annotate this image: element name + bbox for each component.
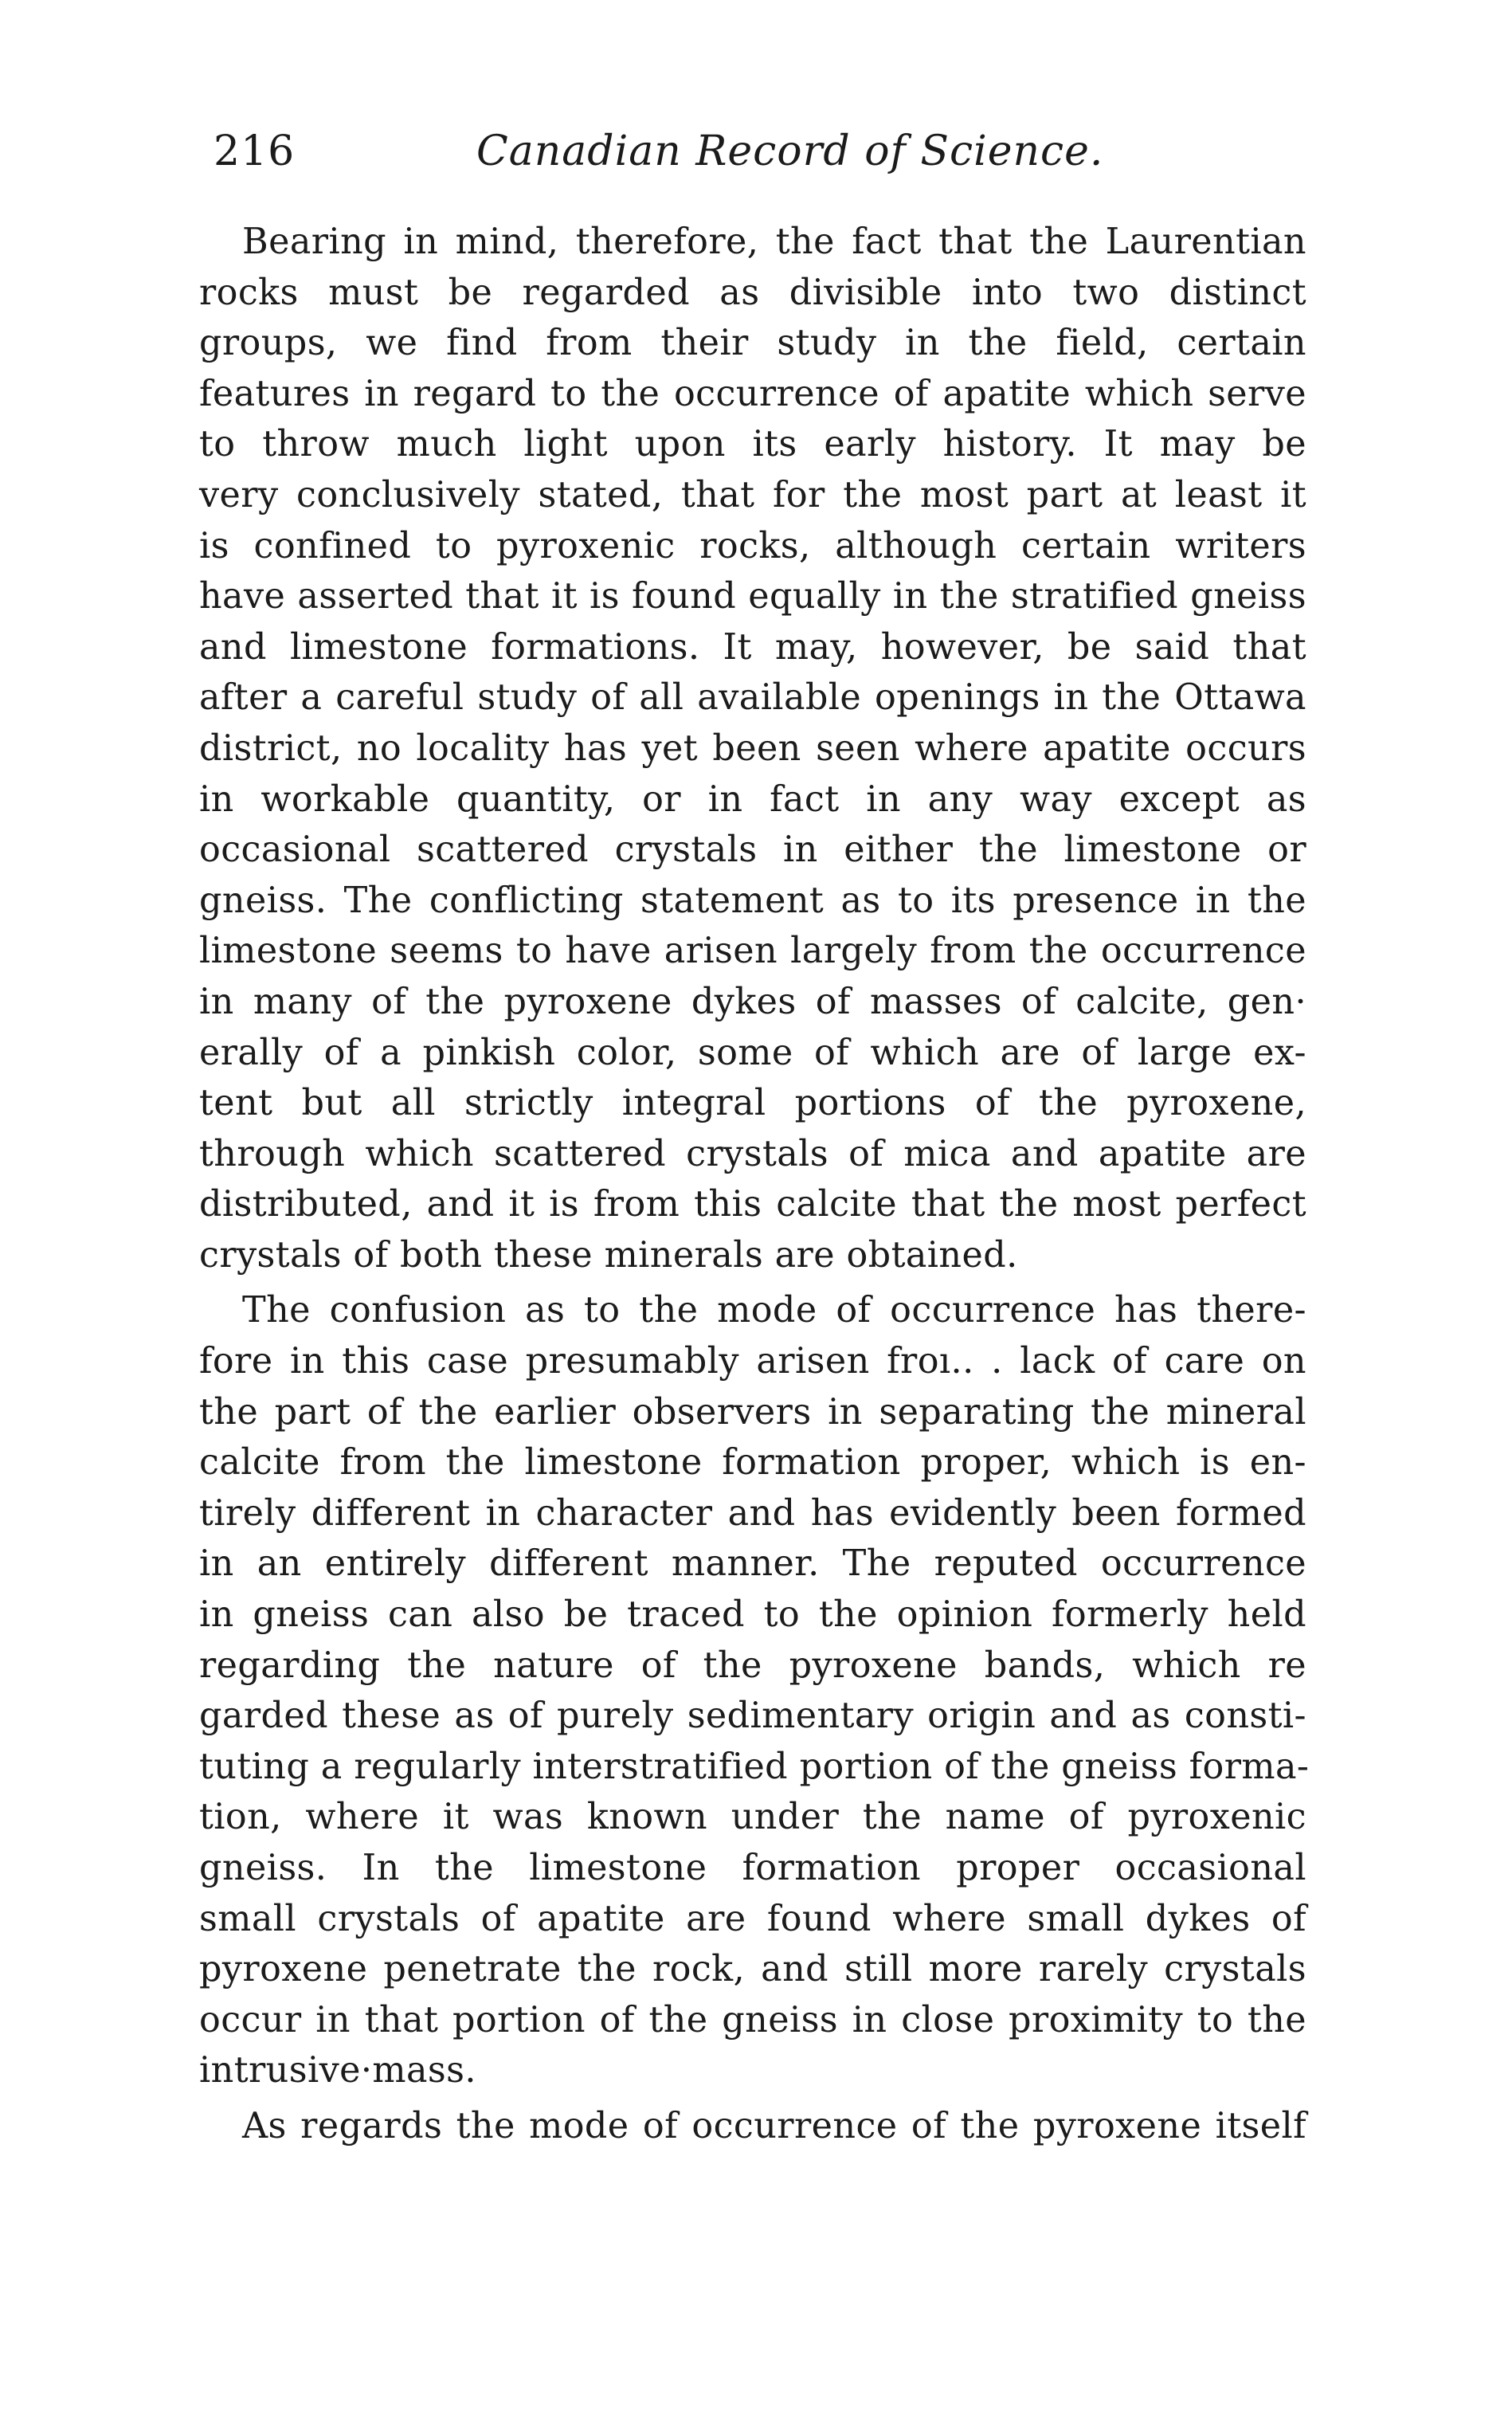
text-line: have asserted that it is found equally in the stratified gneiss xyxy=(199,576,1306,617)
text-line: occasional scattered crystals in either the limestone or xyxy=(199,829,1306,871)
text-line: rocks must be regarded as divisible into two distinct xyxy=(199,272,1306,313)
page-number: 216 xyxy=(213,127,296,175)
journal-title: Canadian Record of Science. xyxy=(476,127,1104,175)
text-line: tirely different in character and has evidently been formed xyxy=(199,1492,1306,1534)
text-line: through which scattered crystals of mica and apatite are xyxy=(199,1133,1306,1174)
text-line: features in regard to the occurrence of apatite which serve xyxy=(199,373,1306,414)
text-line: garded these as of purely sedimentary origin and as consti- xyxy=(199,1696,1306,1737)
text-line: As regards the mode of occurrence of the pyroxene itself xyxy=(242,2105,1306,2146)
text-line: limestone seems to have arisen largely from the occurrence xyxy=(199,931,1306,972)
text-line: tion, where it was known under the name of pyroxenic xyxy=(199,1797,1306,1838)
text-line: crystals of both these minerals are obtained. xyxy=(199,1234,1018,1276)
text-line: in many of the pyroxene dykes of masses of calcite, gen· xyxy=(199,981,1306,1022)
text-line: tuting a regularly interstratified portion of the gneiss forma- xyxy=(199,1746,1310,1787)
text-line: in workable quantity, or in fact in any way except as xyxy=(199,778,1306,820)
paragraph-3 xyxy=(199,2101,1306,2152)
text-line: pyroxene penetrate the rock, and still more rarely crystals xyxy=(199,1949,1306,1990)
body-text xyxy=(199,217,1310,2152)
text-line: very conclusively stated, that for the most part at least it xyxy=(199,474,1306,516)
text-line: the part of the earlier observers in separating the mineral xyxy=(199,1391,1306,1433)
text-line: groups, we find from their study in the field, certain xyxy=(199,323,1306,364)
text-line: occur in that portion of the gneiss in close proximity to the xyxy=(199,1999,1306,2041)
text-line: in an entirely different manner. The reputed occurrence xyxy=(199,1543,1306,1585)
paragraph-1 xyxy=(199,217,1306,1280)
text-line: in gneiss can also be traced to the opinion formerly held xyxy=(199,1594,1306,1636)
text-line: district, no locality has yet been seen where apatite occurs xyxy=(199,727,1306,769)
text-line: Bearing in mind, therefore, the fact that the Laurentian xyxy=(242,221,1306,262)
text-line: and limestone formations. It may, however, be said that xyxy=(199,626,1306,668)
text-line: after a careful study of all available openings in the Ottawa xyxy=(199,677,1306,719)
text-line: is confined to pyroxenic rocks, although certain writers xyxy=(199,525,1306,566)
text-line: small crystals of apatite are found where small dykes of xyxy=(199,1898,1306,1939)
text-line: erally of a pinkish color, some of which are of large ex- xyxy=(199,1032,1306,1073)
paragraph-2 xyxy=(199,1285,1310,2096)
text-line: The confusion as to the mode of occurrence has there- xyxy=(242,1290,1306,1331)
text-line: gneiss. In the limestone formation proper occasional xyxy=(199,1848,1306,1888)
running-header xyxy=(213,120,1321,183)
text-line: intrusive·mass. xyxy=(199,2050,476,2091)
text-line: fore in this case presumably arisen froı.. . lack of care on xyxy=(199,1341,1306,1382)
text-line: distributed, and it is from this calcite that the most perfect xyxy=(199,1184,1306,1225)
text-line: to throw much light upon its early history. It may be xyxy=(199,424,1306,465)
text-line: calcite from the limestone formation proper, which is en- xyxy=(199,1442,1306,1484)
text-line: gneiss. The conflicting statement as to its presence in the xyxy=(199,880,1306,921)
text-line: regarding the nature of the pyroxene bands, which re xyxy=(199,1645,1306,1686)
text-line: tent but all strictly integral portions of the pyroxene, xyxy=(199,1083,1306,1124)
